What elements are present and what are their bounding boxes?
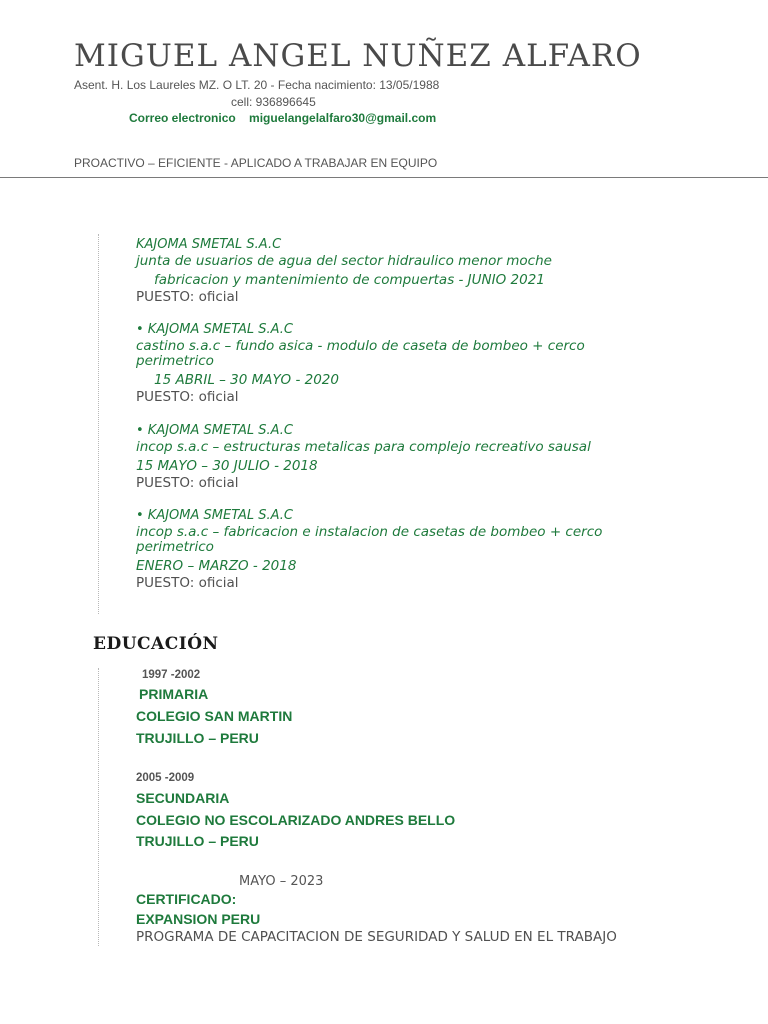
experience-company: KAJOMA SMETAL S.A.C bbox=[136, 237, 282, 252]
experience-description: incop s.a.c – estructuras metalicas para complejo recreativo sausal bbox=[136, 439, 591, 455]
experience-dates: fabricacion y mantenimiento de compuertas - JUNIO 2021 bbox=[154, 272, 545, 288]
experience-company: • KAJOMA SMETAL S.A.C bbox=[136, 322, 293, 337]
experience-dates: ENERO – MARZO - 2018 bbox=[136, 558, 297, 574]
education-level: PRIMARIA bbox=[139, 686, 209, 702]
education-level: SECUNDARIA bbox=[136, 790, 230, 806]
certificate-date: MAYO – 2023 bbox=[239, 874, 324, 889]
header-divider bbox=[0, 177, 768, 178]
email-label: Correo electronico bbox=[129, 111, 236, 125]
education-years: 2005 -2009 bbox=[136, 772, 195, 784]
experience-description: junta de usuarios de agua del sector hidraulico menor moche bbox=[136, 253, 552, 269]
candidate-name: MIGUEL ANGEL NUÑEZ ALFARO bbox=[74, 38, 642, 74]
experience-entry bbox=[136, 236, 656, 305]
experience-position: PUESTO: oficial bbox=[136, 475, 239, 491]
experience-description: castino s.a.c – fundo asica - modulo de caseta de bombeo + cerco perimetrico bbox=[136, 338, 585, 369]
education-heading: EDUCACIÓN bbox=[93, 634, 219, 654]
experience-position: PUESTO: oficial bbox=[136, 289, 239, 305]
education-school: COLEGIO SAN MARTIN bbox=[136, 708, 293, 724]
experience-company: • KAJOMA SMETAL S.A.C bbox=[136, 423, 293, 438]
cell-phone: cell: 936896645 bbox=[231, 95, 316, 109]
experience-dates: 15 MAYO – 30 JULIO - 2018 bbox=[136, 458, 318, 474]
email-row bbox=[129, 111, 436, 125]
certificate-institution: EXPANSION PERU bbox=[136, 911, 261, 927]
education-location: TRUJILLO – PERU bbox=[136, 833, 259, 849]
education-years: 1997 -2002 bbox=[142, 669, 201, 681]
education-school: COLEGIO NO ESCOLARIZADO ANDRES BELLO bbox=[136, 812, 456, 828]
certificate-program: PROGRAMA DE CAPACITACION DE SEGURIDAD Y SALUD EN EL TRABAJO bbox=[136, 929, 617, 945]
certificate-label: CERTIFICADO: bbox=[136, 891, 237, 907]
email-address: miguelangelalfaro30@gmail.com bbox=[249, 111, 437, 125]
education-location: TRUJILLO – PERU bbox=[136, 730, 259, 746]
profile-tagline: PROACTIVO – EFICIENTE - APLICADO A TRABAJAR EN EQUIPO bbox=[74, 156, 438, 170]
experience-description: incop s.a.c – fabricacion e instalacion de casetas de bombeo + cerco perimetrico bbox=[136, 524, 603, 555]
experience-entry bbox=[136, 321, 656, 405]
experience-entry bbox=[136, 422, 656, 491]
experience-position: PUESTO: oficial bbox=[136, 575, 239, 591]
experience-timeline-line bbox=[98, 234, 99, 614]
experience-position: PUESTO: oficial bbox=[136, 389, 239, 405]
experience-company: • KAJOMA SMETAL S.A.C bbox=[136, 508, 293, 523]
address-line: Asent. H. Los Laureles MZ. O LT. 20 - Fecha nacimiento: 13/05/1988 bbox=[74, 78, 440, 92]
education-timeline-line bbox=[98, 668, 99, 946]
experience-entry bbox=[136, 507, 656, 591]
experience-dates: 15 ABRIL – 30 MAYO - 2020 bbox=[154, 372, 339, 388]
